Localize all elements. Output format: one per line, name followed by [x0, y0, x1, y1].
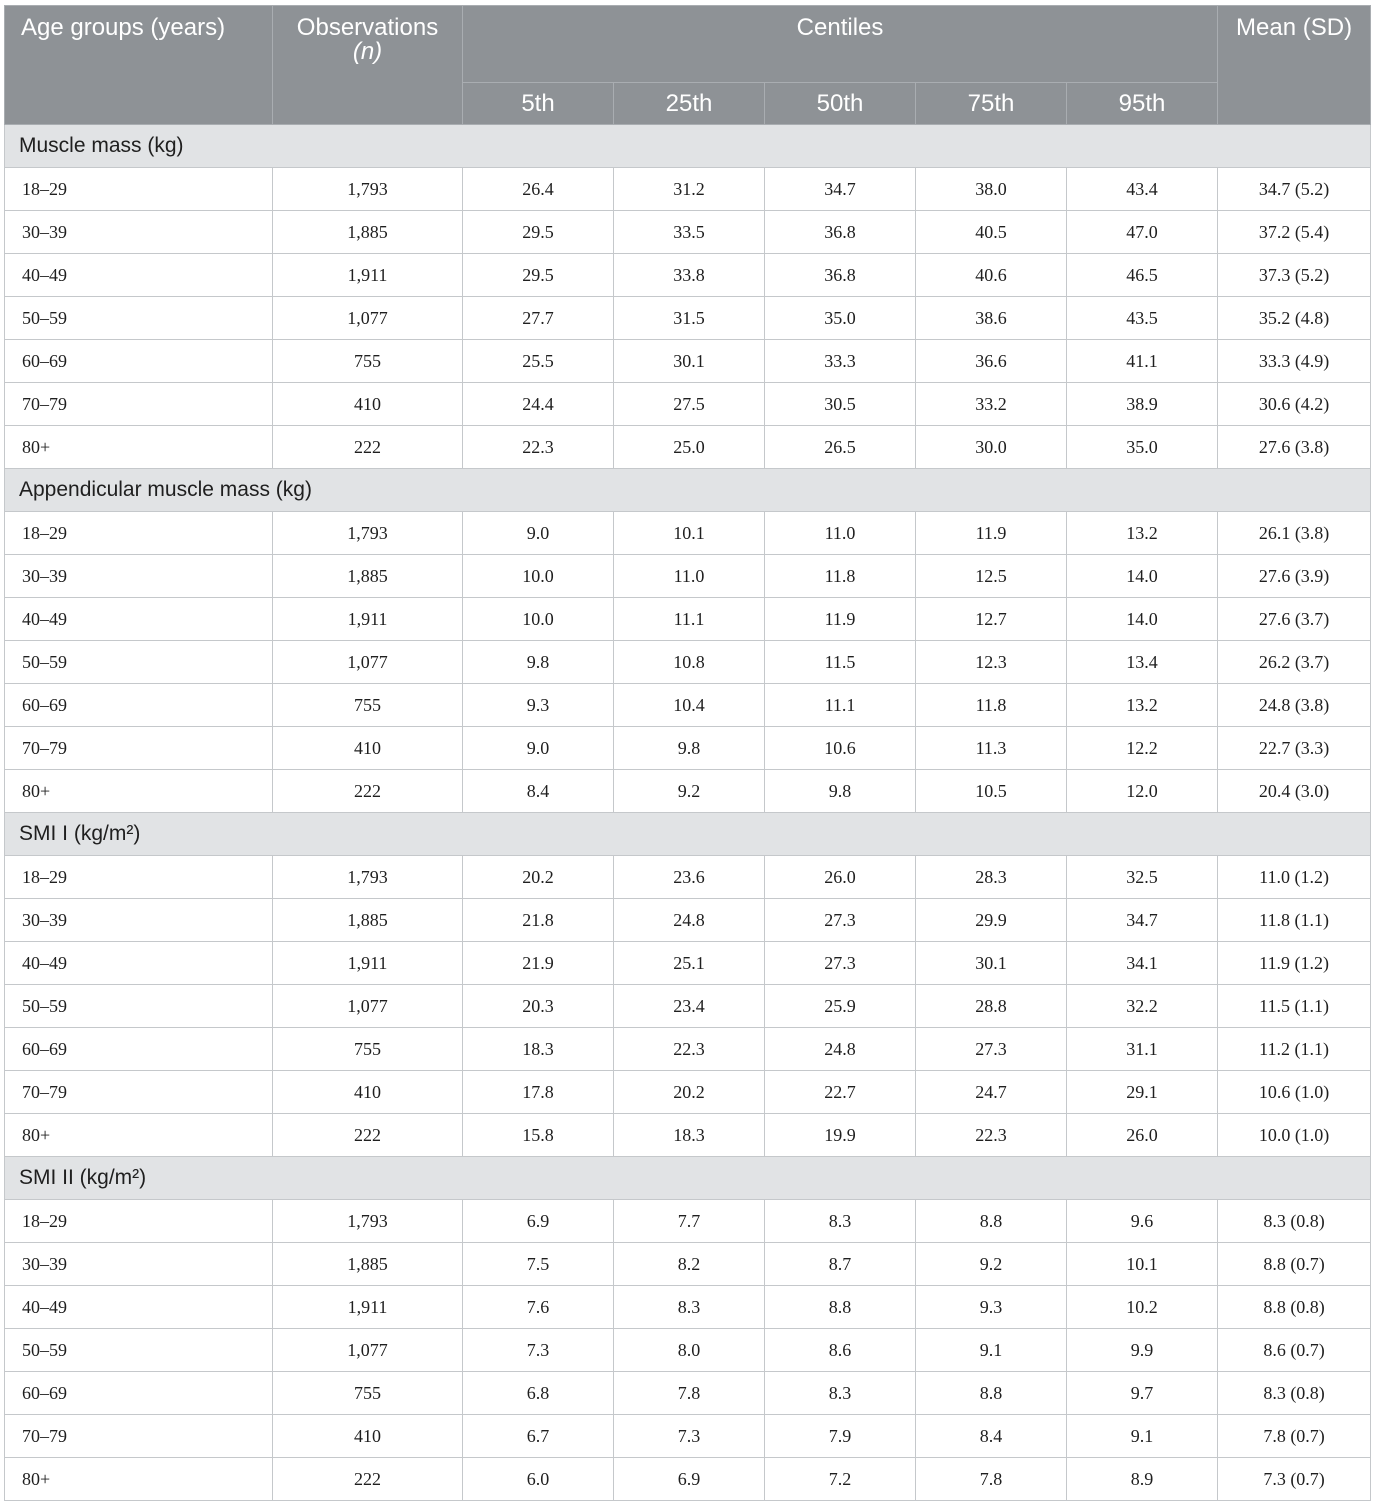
section-header-row	[5, 125, 1371, 168]
centile-cell: 35.0	[765, 297, 916, 340]
table-row	[5, 684, 1371, 727]
centile-cell: 31.5	[614, 297, 765, 340]
centile-cell: 6.7	[463, 1415, 614, 1458]
header-mean-sd: Mean (SD)	[1218, 6, 1371, 125]
centile-cell: 11.9	[916, 512, 1067, 555]
observations-cell: 755	[273, 1372, 463, 1415]
section-title: SMI II (kg/m²)	[5, 1157, 1371, 1200]
centile-cell: 11.0	[765, 512, 916, 555]
table-row	[5, 512, 1371, 555]
centile-cell: 6.9	[463, 1200, 614, 1243]
header-age-groups: Age groups (years)	[5, 6, 273, 125]
centile-cell: 10.5	[916, 770, 1067, 813]
age-group-cell: 80+	[5, 770, 273, 813]
centile-cell: 8.2	[614, 1243, 765, 1286]
centile-cell: 27.5	[614, 383, 765, 426]
centile-cell: 7.8	[916, 1458, 1067, 1501]
centile-table	[4, 5, 1371, 1501]
centile-cell: 31.2	[614, 168, 765, 211]
mean-sd-cell: 11.9 (1.2)	[1218, 942, 1371, 985]
centile-cell: 27.7	[463, 297, 614, 340]
mean-sd-cell: 27.6 (3.7)	[1218, 598, 1371, 641]
centile-cell: 10.1	[614, 512, 765, 555]
table-row	[5, 899, 1371, 942]
centile-cell: 20.2	[463, 856, 614, 899]
centile-cell: 30.1	[614, 340, 765, 383]
centile-cell: 10.0	[463, 598, 614, 641]
header-centile-25th: 25th	[614, 83, 765, 125]
centile-cell: 8.3	[765, 1200, 916, 1243]
centile-cell: 8.7	[765, 1243, 916, 1286]
centile-cell: 31.1	[1067, 1028, 1218, 1071]
observations-cell: 410	[273, 1071, 463, 1114]
centile-cell: 29.5	[463, 211, 614, 254]
age-group-cell: 18–29	[5, 1200, 273, 1243]
centile-cell: 9.2	[916, 1243, 1067, 1286]
table-row	[5, 1071, 1371, 1114]
age-group-cell: 50–59	[5, 641, 273, 684]
centile-cell: 12.3	[916, 641, 1067, 684]
centile-cell: 24.7	[916, 1071, 1067, 1114]
observations-cell: 222	[273, 770, 463, 813]
centile-cell: 9.7	[1067, 1372, 1218, 1415]
table-row	[5, 426, 1371, 469]
mean-sd-cell: 37.2 (5.4)	[1218, 211, 1371, 254]
centile-cell: 29.1	[1067, 1071, 1218, 1114]
observations-cell: 410	[273, 727, 463, 770]
centile-cell: 19.9	[765, 1114, 916, 1157]
mean-sd-cell: 10.6 (1.0)	[1218, 1071, 1371, 1114]
centile-cell: 10.1	[1067, 1243, 1218, 1286]
age-group-cell: 60–69	[5, 1372, 273, 1415]
mean-sd-cell: 37.3 (5.2)	[1218, 254, 1371, 297]
centile-cell: 38.6	[916, 297, 1067, 340]
age-group-cell: 30–39	[5, 899, 273, 942]
centile-cell: 15.8	[463, 1114, 614, 1157]
centile-cell: 38.9	[1067, 383, 1218, 426]
centile-cell: 40.6	[916, 254, 1067, 297]
centile-cell: 24.8	[765, 1028, 916, 1071]
age-group-cell: 50–59	[5, 985, 273, 1028]
centile-cell: 10.0	[463, 555, 614, 598]
age-group-cell: 70–79	[5, 383, 273, 426]
mean-sd-cell: 8.6 (0.7)	[1218, 1329, 1371, 1372]
centile-cell: 32.2	[1067, 985, 1218, 1028]
centile-cell: 11.8	[916, 684, 1067, 727]
centile-cell: 8.3	[614, 1286, 765, 1329]
centile-cell: 34.1	[1067, 942, 1218, 985]
centile-cell: 13.4	[1067, 641, 1218, 684]
centile-cell: 9.0	[463, 512, 614, 555]
age-group-cell: 18–29	[5, 856, 273, 899]
centile-cell: 22.3	[614, 1028, 765, 1071]
mean-sd-cell: 20.4 (3.0)	[1218, 770, 1371, 813]
observations-cell: 1,911	[273, 254, 463, 297]
centile-cell: 11.5	[765, 641, 916, 684]
observations-cell: 222	[273, 1114, 463, 1157]
centile-cell: 33.5	[614, 211, 765, 254]
mean-sd-cell: 22.7 (3.3)	[1218, 727, 1371, 770]
table-row	[5, 1286, 1371, 1329]
centile-cell: 25.9	[765, 985, 916, 1028]
mean-sd-cell: 27.6 (3.8)	[1218, 426, 1371, 469]
observations-cell: 1,077	[273, 985, 463, 1028]
centile-cell: 8.6	[765, 1329, 916, 1372]
centile-cell: 9.1	[916, 1329, 1067, 1372]
table-header	[5, 6, 1371, 125]
centile-cell: 9.3	[463, 684, 614, 727]
centile-cell: 7.5	[463, 1243, 614, 1286]
mean-sd-cell: 33.3 (4.9)	[1218, 340, 1371, 383]
age-group-cell: 80+	[5, 1458, 273, 1501]
mean-sd-cell: 11.2 (1.1)	[1218, 1028, 1371, 1071]
section-title: Muscle mass (kg)	[5, 125, 1371, 168]
observations-cell: 1,911	[273, 598, 463, 641]
observations-cell: 410	[273, 1415, 463, 1458]
observations-cell: 755	[273, 684, 463, 727]
observations-cell: 755	[273, 340, 463, 383]
age-group-cell: 18–29	[5, 168, 273, 211]
centile-cell: 17.8	[463, 1071, 614, 1114]
age-group-cell: 80+	[5, 1114, 273, 1157]
mean-sd-cell: 26.2 (3.7)	[1218, 641, 1371, 684]
centile-cell: 8.4	[916, 1415, 1067, 1458]
centile-cell: 10.6	[765, 727, 916, 770]
centile-cell: 25.0	[614, 426, 765, 469]
observations-cell: 755	[273, 1028, 463, 1071]
centile-cell: 43.5	[1067, 297, 1218, 340]
centile-cell: 9.0	[463, 727, 614, 770]
mean-sd-cell: 24.8 (3.8)	[1218, 684, 1371, 727]
observations-cell: 1,885	[273, 211, 463, 254]
centile-cell: 18.3	[463, 1028, 614, 1071]
centile-cell: 23.6	[614, 856, 765, 899]
age-group-cell: 70–79	[5, 1415, 273, 1458]
centile-cell: 33.8	[614, 254, 765, 297]
centile-cell: 9.8	[614, 727, 765, 770]
age-group-cell: 40–49	[5, 254, 273, 297]
section-header-row	[5, 1157, 1371, 1200]
table-row	[5, 383, 1371, 426]
centile-cell: 22.7	[765, 1071, 916, 1114]
centile-cell: 24.4	[463, 383, 614, 426]
centile-cell: 8.8	[765, 1286, 916, 1329]
centile-cell: 22.3	[916, 1114, 1067, 1157]
centile-cell: 34.7	[1067, 899, 1218, 942]
table-row	[5, 942, 1371, 985]
centile-cell: 30.0	[916, 426, 1067, 469]
centile-cell: 6.9	[614, 1458, 765, 1501]
age-group-cell: 60–69	[5, 684, 273, 727]
age-group-cell: 40–49	[5, 942, 273, 985]
section-header-row	[5, 813, 1371, 856]
table-row	[5, 770, 1371, 813]
centile-cell: 7.9	[765, 1415, 916, 1458]
centile-cell: 36.8	[765, 211, 916, 254]
centile-cell: 14.0	[1067, 598, 1218, 641]
centile-cell: 41.1	[1067, 340, 1218, 383]
observations-cell: 222	[273, 1458, 463, 1501]
table-row	[5, 985, 1371, 1028]
mean-sd-cell: 7.8 (0.7)	[1218, 1415, 1371, 1458]
observations-cell: 1,911	[273, 942, 463, 985]
centile-cell: 12.5	[916, 555, 1067, 598]
centile-cell: 21.9	[463, 942, 614, 985]
centile-cell: 7.3	[463, 1329, 614, 1372]
table-row	[5, 1372, 1371, 1415]
header-observations	[273, 6, 463, 125]
age-group-cell: 60–69	[5, 1028, 273, 1071]
mean-sd-cell: 27.6 (3.9)	[1218, 555, 1371, 598]
centile-cell: 7.8	[614, 1372, 765, 1415]
centile-cell: 12.7	[916, 598, 1067, 641]
age-group-cell: 50–59	[5, 297, 273, 340]
table-row	[5, 1458, 1371, 1501]
centile-cell: 23.4	[614, 985, 765, 1028]
table-row	[5, 168, 1371, 211]
centile-cell: 11.9	[765, 598, 916, 641]
observations-cell: 1,793	[273, 168, 463, 211]
observations-cell: 1,885	[273, 1243, 463, 1286]
mean-sd-cell: 30.6 (4.2)	[1218, 383, 1371, 426]
centile-cell: 40.5	[916, 211, 1067, 254]
observations-cell: 1,793	[273, 856, 463, 899]
table-row	[5, 340, 1371, 383]
centile-cell: 33.2	[916, 383, 1067, 426]
mean-sd-cell: 8.8 (0.7)	[1218, 1243, 1371, 1286]
centile-cell: 13.2	[1067, 684, 1218, 727]
table-row	[5, 641, 1371, 684]
observations-cell: 1,077	[273, 641, 463, 684]
age-group-cell: 30–39	[5, 211, 273, 254]
mean-sd-cell: 8.3 (0.8)	[1218, 1372, 1371, 1415]
centile-cell: 7.6	[463, 1286, 614, 1329]
centile-cell: 20.2	[614, 1071, 765, 1114]
centile-cell: 35.0	[1067, 426, 1218, 469]
header-centiles: Centiles	[463, 6, 1218, 83]
mean-sd-cell: 10.0 (1.0)	[1218, 1114, 1371, 1157]
centile-cell: 13.2	[1067, 512, 1218, 555]
observations-cell: 1,885	[273, 555, 463, 598]
section-title: Appendicular muscle mass (kg)	[5, 469, 1371, 512]
table-row	[5, 211, 1371, 254]
centile-cell: 34.7	[765, 168, 916, 211]
mean-sd-cell: 11.0 (1.2)	[1218, 856, 1371, 899]
table-body	[5, 125, 1371, 1501]
centile-cell: 26.4	[463, 168, 614, 211]
centile-cell: 9.8	[463, 641, 614, 684]
centile-cell: 30.5	[765, 383, 916, 426]
centile-cell: 36.6	[916, 340, 1067, 383]
header-centile-50th: 50th	[765, 83, 916, 125]
centile-cell: 20.3	[463, 985, 614, 1028]
centile-cell: 36.8	[765, 254, 916, 297]
centile-cell: 14.0	[1067, 555, 1218, 598]
centile-cell: 7.7	[614, 1200, 765, 1243]
table-row	[5, 1243, 1371, 1286]
centile-cell: 33.3	[765, 340, 916, 383]
mean-sd-cell: 8.3 (0.8)	[1218, 1200, 1371, 1243]
age-group-cell: 80+	[5, 426, 273, 469]
centile-cell: 27.3	[916, 1028, 1067, 1071]
centile-cell: 28.8	[916, 985, 1067, 1028]
centile-cell: 9.9	[1067, 1329, 1218, 1372]
header-centile-75th: 75th	[916, 83, 1067, 125]
centile-cell: 9.1	[1067, 1415, 1218, 1458]
age-group-cell: 18–29	[5, 512, 273, 555]
centile-cell: 9.2	[614, 770, 765, 813]
centile-cell: 32.5	[1067, 856, 1218, 899]
table-row	[5, 856, 1371, 899]
table-row	[5, 254, 1371, 297]
observations-cell: 1,793	[273, 512, 463, 555]
centile-cell: 9.8	[765, 770, 916, 813]
centile-cell: 11.1	[765, 684, 916, 727]
centile-cell: 8.9	[1067, 1458, 1218, 1501]
centile-cell: 10.8	[614, 641, 765, 684]
observations-cell: 1,077	[273, 1329, 463, 1372]
age-group-cell: 70–79	[5, 1071, 273, 1114]
centile-cell: 27.3	[765, 942, 916, 985]
centile-cell: 6.8	[463, 1372, 614, 1415]
header-centile-95th: 95th	[1067, 83, 1218, 125]
mean-sd-cell: 8.8 (0.8)	[1218, 1286, 1371, 1329]
centile-cell: 26.5	[765, 426, 916, 469]
centile-cell: 30.1	[916, 942, 1067, 985]
centile-cell: 8.8	[916, 1372, 1067, 1415]
mean-sd-cell: 11.8 (1.1)	[1218, 899, 1371, 942]
table-row	[5, 1028, 1371, 1071]
observations-cell: 1,793	[273, 1200, 463, 1243]
age-group-cell: 50–59	[5, 1329, 273, 1372]
centile-cell: 26.0	[1067, 1114, 1218, 1157]
table-row	[5, 1415, 1371, 1458]
centile-cell: 8.0	[614, 1329, 765, 1372]
mean-sd-cell: 26.1 (3.8)	[1218, 512, 1371, 555]
observations-cell: 1,911	[273, 1286, 463, 1329]
centile-cell: 9.6	[1067, 1200, 1218, 1243]
table-row	[5, 727, 1371, 770]
centile-cell: 6.0	[463, 1458, 614, 1501]
centile-cell: 8.3	[765, 1372, 916, 1415]
centile-cell: 18.3	[614, 1114, 765, 1157]
centile-cell: 26.0	[765, 856, 916, 899]
observations-cell: 1,077	[273, 297, 463, 340]
centile-cell: 8.8	[916, 1200, 1067, 1243]
age-group-cell: 40–49	[5, 1286, 273, 1329]
section-header-row	[5, 469, 1371, 512]
centile-cell: 11.8	[765, 555, 916, 598]
centile-cell: 8.4	[463, 770, 614, 813]
centile-cell: 29.9	[916, 899, 1067, 942]
mean-sd-cell: 11.5 (1.1)	[1218, 985, 1371, 1028]
centile-cell: 7.3	[614, 1415, 765, 1458]
centile-cell: 12.0	[1067, 770, 1218, 813]
observations-cell: 410	[273, 383, 463, 426]
header-observations-label: Observations	[296, 14, 439, 41]
centile-cell: 10.2	[1067, 1286, 1218, 1329]
age-group-cell: 30–39	[5, 1243, 273, 1286]
centile-cell: 7.2	[765, 1458, 916, 1501]
centile-cell: 28.3	[916, 856, 1067, 899]
age-group-cell: 30–39	[5, 555, 273, 598]
header-observations-unit: (n)	[352, 38, 383, 65]
centile-cell: 21.8	[463, 899, 614, 942]
age-group-cell: 70–79	[5, 727, 273, 770]
mean-sd-cell: 35.2 (4.8)	[1218, 297, 1371, 340]
centile-cell: 11.1	[614, 598, 765, 641]
table-row	[5, 297, 1371, 340]
age-group-cell: 60–69	[5, 340, 273, 383]
centile-cell: 25.1	[614, 942, 765, 985]
age-group-cell: 40–49	[5, 598, 273, 641]
centile-cell: 29.5	[463, 254, 614, 297]
header-centile-5th: 5th	[463, 83, 614, 125]
centile-cell: 25.5	[463, 340, 614, 383]
table-row	[5, 555, 1371, 598]
centile-cell: 12.2	[1067, 727, 1218, 770]
centile-cell: 38.0	[916, 168, 1067, 211]
centile-cell: 24.8	[614, 899, 765, 942]
centile-cell: 11.3	[916, 727, 1067, 770]
section-title: SMI I (kg/m²)	[5, 813, 1371, 856]
mean-sd-cell: 34.7 (5.2)	[1218, 168, 1371, 211]
mean-sd-cell: 7.3 (0.7)	[1218, 1458, 1371, 1501]
centile-cell: 43.4	[1067, 168, 1218, 211]
centile-cell: 27.3	[765, 899, 916, 942]
centile-cell: 11.0	[614, 555, 765, 598]
table-row	[5, 1114, 1371, 1157]
centile-cell: 47.0	[1067, 211, 1218, 254]
table-row	[5, 598, 1371, 641]
centile-cell: 10.4	[614, 684, 765, 727]
table-row	[5, 1200, 1371, 1243]
observations-cell: 222	[273, 426, 463, 469]
centile-cell: 9.3	[916, 1286, 1067, 1329]
table-row	[5, 1329, 1371, 1372]
centile-cell: 46.5	[1067, 254, 1218, 297]
centile-cell: 22.3	[463, 426, 614, 469]
observations-cell: 1,885	[273, 899, 463, 942]
